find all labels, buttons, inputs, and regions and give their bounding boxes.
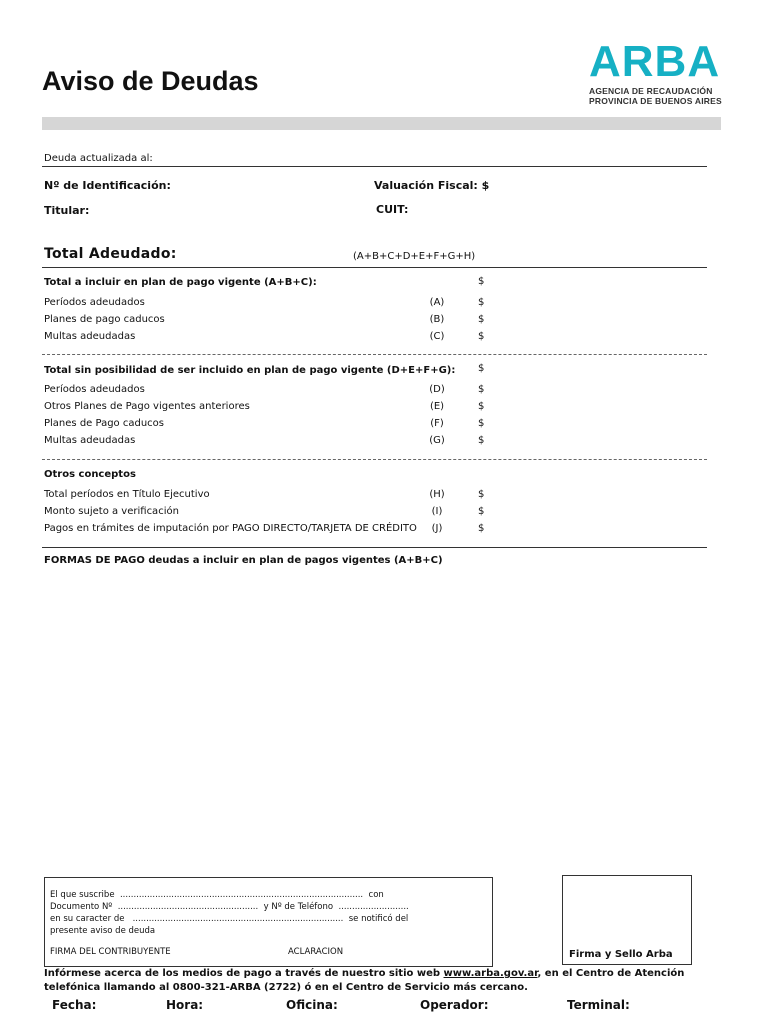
row-label: Períodos adeudados	[44, 297, 145, 308]
arba-website-link[interactable]: www.arba.gov.ar	[443, 968, 538, 979]
formas-de-pago-heading: FORMAS DE PAGO deudas a incluir en plan de pagos vigentes (A+B+C)	[44, 555, 443, 566]
row-letter: (E)	[429, 401, 445, 412]
dashed-divider	[42, 459, 707, 460]
logo-subtitle-2: PROVINCIA DE BUENOS AIRES	[589, 96, 722, 106]
row-dollar: $	[478, 489, 485, 500]
row-label: Total períodos en Título Ejecutivo	[44, 489, 210, 500]
valuacion-fiscal-label: Valuación Fiscal: $	[374, 179, 490, 192]
row-dollar: $	[478, 523, 485, 534]
row-dollar: $	[478, 297, 485, 308]
divider	[42, 267, 707, 268]
signature-line: en su caracter de .............................................................................. se notificó del	[50, 914, 409, 924]
total-adeudado-label: Total Adeudado:	[44, 246, 177, 262]
header-divider-bar	[42, 117, 721, 130]
row-letter: (F)	[430, 418, 444, 429]
row-label: Planes de Pago caducos	[44, 418, 164, 429]
row-dollar: $	[478, 401, 485, 412]
logo-subtitle-1: AGENCIA DE RECAUDACIÓN	[589, 86, 713, 96]
signature-line: Documento Nº .................................................... y Nº de Teléfono ..........................	[50, 902, 409, 912]
row-dollar: $	[478, 331, 485, 342]
aclaracion-label: ACLARACION	[288, 947, 344, 957]
total-formula: (A+B+C+D+E+F+G+H)	[353, 251, 476, 262]
cuit-label: CUIT:	[376, 203, 409, 216]
signature-line: El que suscribe .......................................................................................... con	[50, 890, 384, 900]
dashed-divider	[42, 354, 707, 355]
firma-sello-label: Firma y Sello Arba	[569, 949, 673, 960]
oficina-label: Oficina:	[286, 998, 338, 1012]
row-dollar: $	[478, 418, 485, 429]
section-dollar: $	[478, 363, 485, 374]
row-dollar: $	[478, 435, 485, 446]
terminal-label: Terminal:	[567, 998, 630, 1012]
firma-contribuyente-label: FIRMA DEL CONTRIBUYENTE	[50, 947, 171, 957]
footer-info-line1	[44, 968, 684, 979]
section-heading: Total sin posibilidad de ser incluido en plan de pago vigente (D+E+F+G):	[44, 365, 456, 376]
hora-label: Hora:	[166, 998, 204, 1012]
row-label: Períodos adeudados	[44, 384, 145, 395]
divider	[42, 547, 707, 548]
row-label: Monto sujeto a verificación	[44, 506, 179, 517]
row-letter: (B)	[429, 314, 445, 325]
row-letter: (J)	[431, 523, 443, 534]
row-letter: (G)	[429, 435, 445, 446]
signature-box	[44, 877, 493, 967]
section-dollar: $	[478, 276, 485, 287]
row-label: Multas adeudadas	[44, 435, 136, 446]
row-label: Multas adeudadas	[44, 331, 136, 342]
signature-line: presente aviso de deuda	[50, 926, 156, 936]
section-heading: Otros conceptos	[44, 469, 136, 480]
row-letter: (C)	[429, 331, 445, 342]
divider	[42, 166, 707, 167]
row-letter: (I)	[431, 506, 443, 517]
row-label: Planes de pago caducos	[44, 314, 165, 325]
section-heading: Total a incluir en plan de pago vigente (A+B+C):	[44, 277, 317, 288]
row-label: Pagos en trámites de imputación por PAGO DIRECTO/TARJETA DE CRÉDITO	[44, 523, 417, 534]
row-letter: (D)	[429, 384, 445, 395]
footer-text: , en el Centro de Atención	[537, 968, 685, 979]
footer-info-line2: telefónica llamando al 0800-321-ARBA (2722) ó en el Centro de Servicio más cercano.	[44, 982, 528, 993]
titular-label: Titular:	[44, 204, 90, 217]
arba-logo: ARBA	[589, 37, 721, 86]
row-dollar: $	[478, 314, 485, 325]
fecha-label: Fecha:	[52, 998, 97, 1012]
page-title: Aviso de Deudas	[42, 66, 259, 96]
row-dollar: $	[478, 384, 485, 395]
deuda-actualizada-label: Deuda actualizada al:	[44, 153, 153, 164]
footer-text: Infórmese acerca de los medios de pago a través de nuestro sitio web	[44, 968, 444, 979]
row-letter: (H)	[429, 489, 445, 500]
firma-sello-box	[562, 875, 692, 965]
identificacion-label: Nº de Identificación:	[44, 179, 171, 192]
row-dollar: $	[478, 506, 485, 517]
operador-label: Operador:	[420, 998, 489, 1012]
row-letter: (A)	[429, 297, 445, 308]
row-label: Otros Planes de Pago vigentes anteriores	[44, 401, 250, 412]
